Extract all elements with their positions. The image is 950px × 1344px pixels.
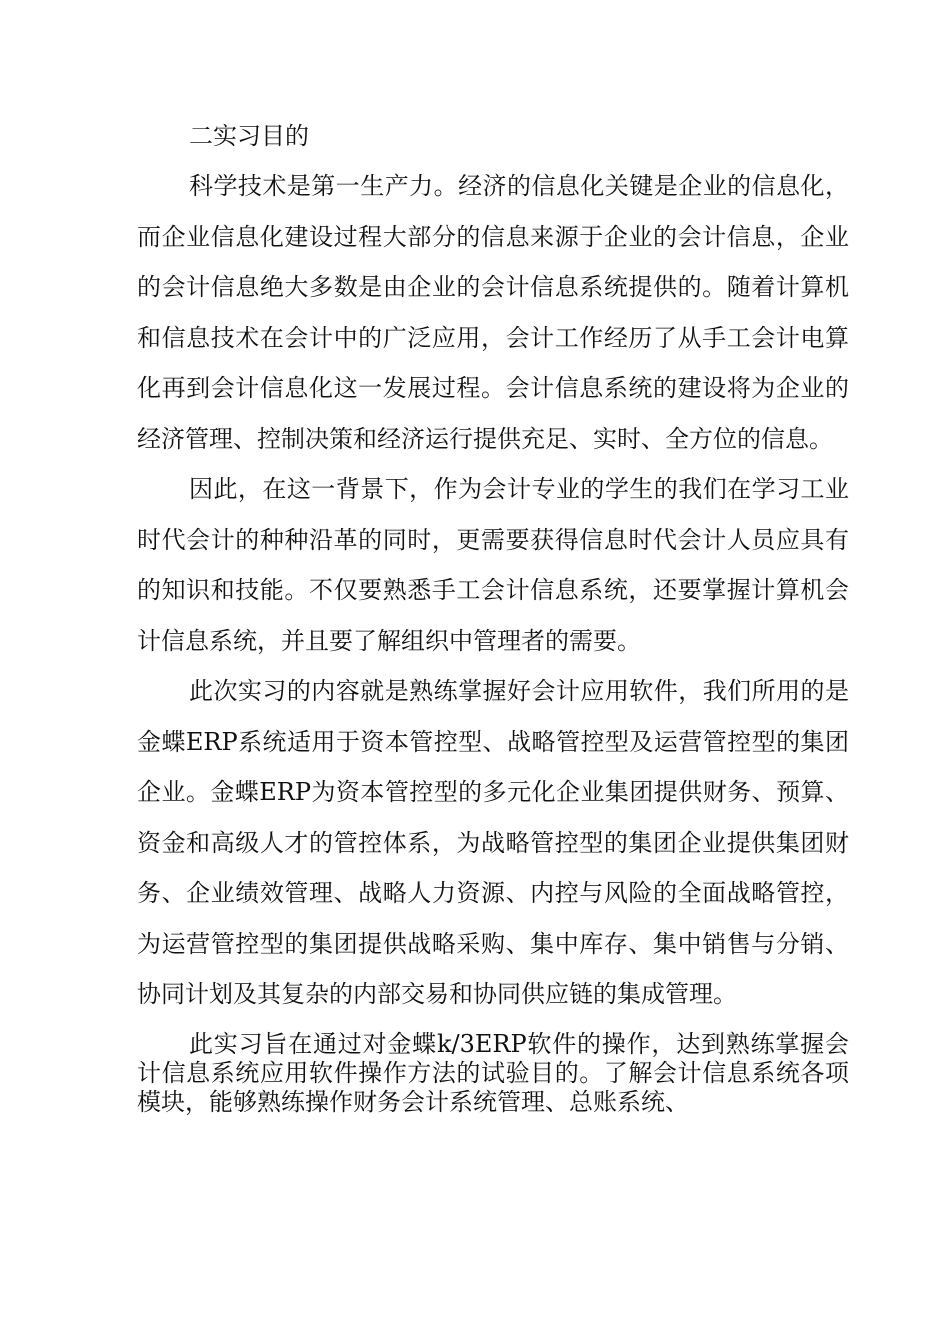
paragraph-2: 因此，在这一背景下，作为会计专业的学生的我们在学习工业时代会计的种种沿革的同时，更需要获得信息时代会计人员应具有的知识和技能。不仅要熟悉手工会计信息系统，还要掌握计算机会计信息系统，并且要了解组织中管理者的需要。 bbox=[137, 475, 849, 655]
document-page bbox=[137, 112, 849, 1117]
paragraph-1: 科学技术是第一生产力。经济的信息化关键是企业的信息化，而企业信息化建设过程大部分的信息来源于企业的会计信息，企业的会计信息绝大多数是由企业的会计信息系统提供的。随着计算机和信息技术在会计中的广泛应用，会计工作经历了从手工会计电算化再到会计信息化这一发展过程。会计信息系统的建设将为企业的经济管理、控制决策和经济运行提供充足、实时、全方位的信息。 bbox=[137, 172, 849, 453]
paragraph-3: 此次实习的内容就是熟练掌握好会计应用软件，我们所用的是金蝶ERP系统适用于资本管控型、战略管控型及运营管控型的集团企业。金蝶ERP为资本管控型的多元化企业集团提供财务、预算、资金和高级人才的管控体系，为战略管控型的集团企业提供集团财务、企业绩效管理、战略人力资源、内控与风险的全面战略管控，为运营管控型的集团提供战略采购、集中库存、集中销售与分销、协同计划及其复杂的内部交易和协同供应链的集成管理。 bbox=[137, 677, 849, 1008]
paragraph-4: 此实习旨在通过对金蝶k/3ERP软件的操作，达到熟练掌握会计信息系统应用软件操作方法的试验目的。了解会计信息系统各项模块，能够熟练操作财务会计系统管理、总账系统、 bbox=[137, 1029, 849, 1116]
section-heading: 二实习目的 bbox=[189, 122, 309, 150]
